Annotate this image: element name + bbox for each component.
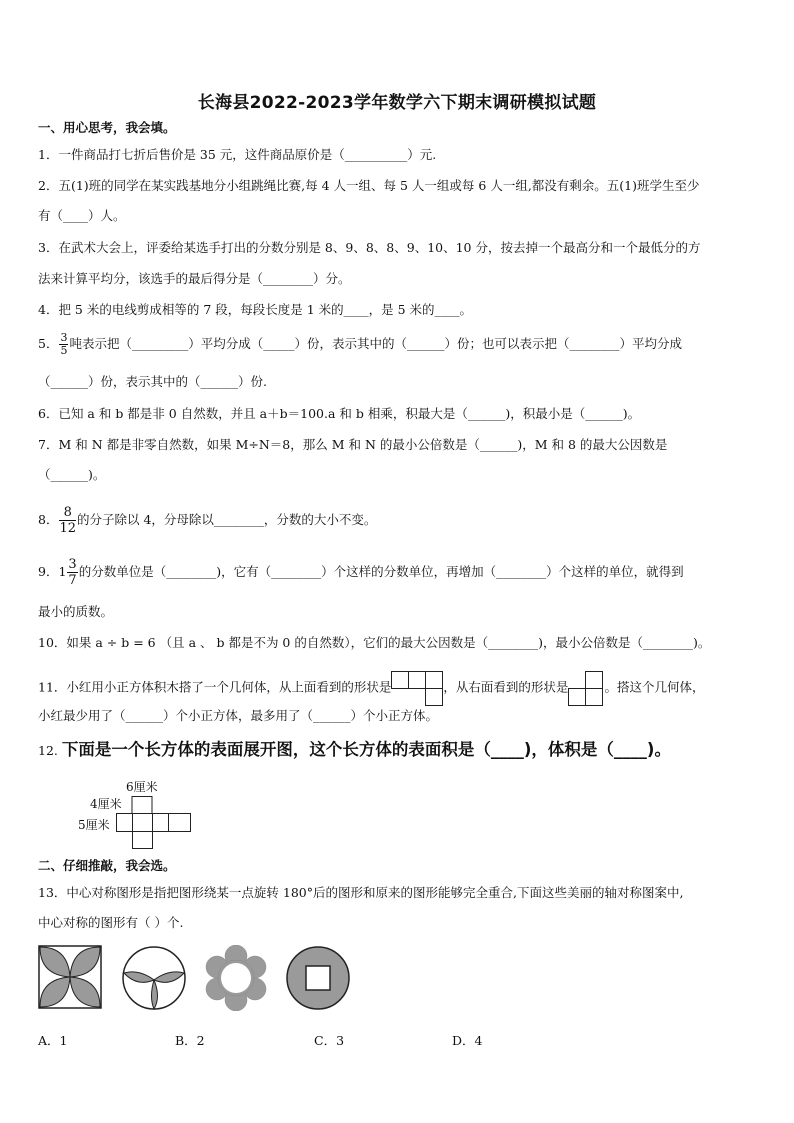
question-11-text-1: 11．小红用小正方体积木搭了一个几何体，从上面看到的形状是 xyxy=(38,679,392,695)
question-9-line-2: 最小的质数。 xyxy=(38,604,114,619)
question-9-text: 的分数单位是（________)，它有（________）个这样的分数单位，再增加（________）个这样的单位，就得到 xyxy=(78,564,684,579)
question-6: 6．已知 a 和 b 都是非 0 自然数，并且 a＋b＝100.a 和 b 相乘，积最大是（______)，积最小是（______)。 xyxy=(38,406,641,421)
question-8 xyxy=(38,505,376,536)
pattern-coin xyxy=(285,945,351,1011)
option-a[interactable]: A．1 xyxy=(38,1033,68,1048)
question-11-line-1 xyxy=(38,671,704,705)
fraction-8-12: $\frac{8}{12}$ xyxy=(59,505,76,536)
net-label-5cm: 5厘米 xyxy=(78,818,110,832)
question-5-number: 5． xyxy=(38,336,59,351)
question-2-line-1: 2．五(1)班的同学在某实践基地分小组跳绳比赛,每 4 人一组、每 5 人一组或每 6 人一组,都没有剩余。五(1)班学生至少 xyxy=(38,178,700,193)
question-3-line-2: 法来计算平均分，该选手的最后得分是（________）分。 xyxy=(38,271,351,286)
option-b[interactable]: B．2 xyxy=(175,1033,205,1048)
right-view-figure xyxy=(568,671,604,705)
question-9-number: 9．1 xyxy=(38,564,67,579)
option-d[interactable]: D．4 xyxy=(452,1033,483,1048)
question-5-line-2: （______）份，表示其中的（______）份. xyxy=(38,374,267,389)
box-net-diagram xyxy=(74,778,204,850)
question-9-line-1 xyxy=(38,557,684,588)
pattern-flower xyxy=(203,945,269,1011)
question-11-line-2: 小红最少用了（______）个小正方体，最多用了（______）个小正方体。 xyxy=(38,708,439,723)
pattern-circle-three-petals xyxy=(121,945,187,1011)
section-2-heading: 二、仔细推敲，我会选。 xyxy=(38,858,176,873)
pattern-square-petals xyxy=(38,945,102,1011)
top-view-figure xyxy=(391,671,443,705)
net-label-4cm: 4厘米 xyxy=(90,797,122,811)
question-12 xyxy=(38,742,671,759)
question-12-text: 下面是一个长方体的表面展开图，这个长方体的表面积是（____)，体积是（____)。 xyxy=(61,740,671,759)
net-outline xyxy=(114,796,196,852)
question-13-line-2: 中心对称的图形有（ ）个. xyxy=(38,915,184,930)
question-8-number: 8． xyxy=(38,512,59,527)
fraction-3-5: $\frac{3}{5}$ xyxy=(60,331,68,357)
question-5-line-1 xyxy=(38,332,682,357)
question-12-number: 12. xyxy=(38,743,58,758)
question-10: 10．如果 a ÷ b = 6 （且 a 、 b 都是不为 0 的自然数），它们的最大公因数是（________)，最小公倍数是（________)。 xyxy=(38,635,711,650)
page-title: 长海县2022-2023学年数学六下期末调研模拟试题 xyxy=(197,93,597,113)
section-1-heading: 一、用心思考，我会填。 xyxy=(38,120,176,135)
question-4: 4．把 5 米的电线剪成相等的 7 段，每段长度是 1 米的____，是 5 米的____。 xyxy=(38,302,473,317)
question-1: 1．一件商品打七折后售价是 35 元，这件商品原价是（__________）元. xyxy=(38,147,437,162)
question-2-line-2: 有（____）人。 xyxy=(38,208,126,223)
net-label-6cm: 6厘米 xyxy=(126,780,158,794)
question-8-text: 的分子除以 4，分母除以________，分数的大小不变。 xyxy=(77,512,377,527)
question-7-line-2: （______)。 xyxy=(38,467,106,482)
question-5-text: 吨表示把（_________）平均分成（_____）份，表示其中的（______）份；也可以表示把（________）平均分成 xyxy=(69,336,682,351)
question-11-text-3: 。搭这个几何体， xyxy=(604,679,705,695)
fraction-3-7: $\frac{3}{7}$ xyxy=(68,557,77,588)
question-13-line-1: 13．中心对称图形是指把图形绕某一点旋转 180°后的图形和原来的图形能够完全重合,下面这些美丽的轴对称图案中, xyxy=(38,885,684,900)
option-c[interactable]: C．3 xyxy=(314,1033,345,1048)
question-11-text-2: ，从右面看到的形状是 xyxy=(443,679,569,695)
question-3-line-1: 3．在武术大会上，评委给某选手打出的分数分别是 8、9、8、8、9、10、10 分，按去掉一个最高分和一个最低分的方 xyxy=(38,240,701,255)
question-7-line-1: 7．M 和 N 都是非零自然数，如果 M÷N＝8，那么 M 和 N 的最小公倍数是（______)，M 和 8 的最大公因数是 xyxy=(38,437,668,452)
